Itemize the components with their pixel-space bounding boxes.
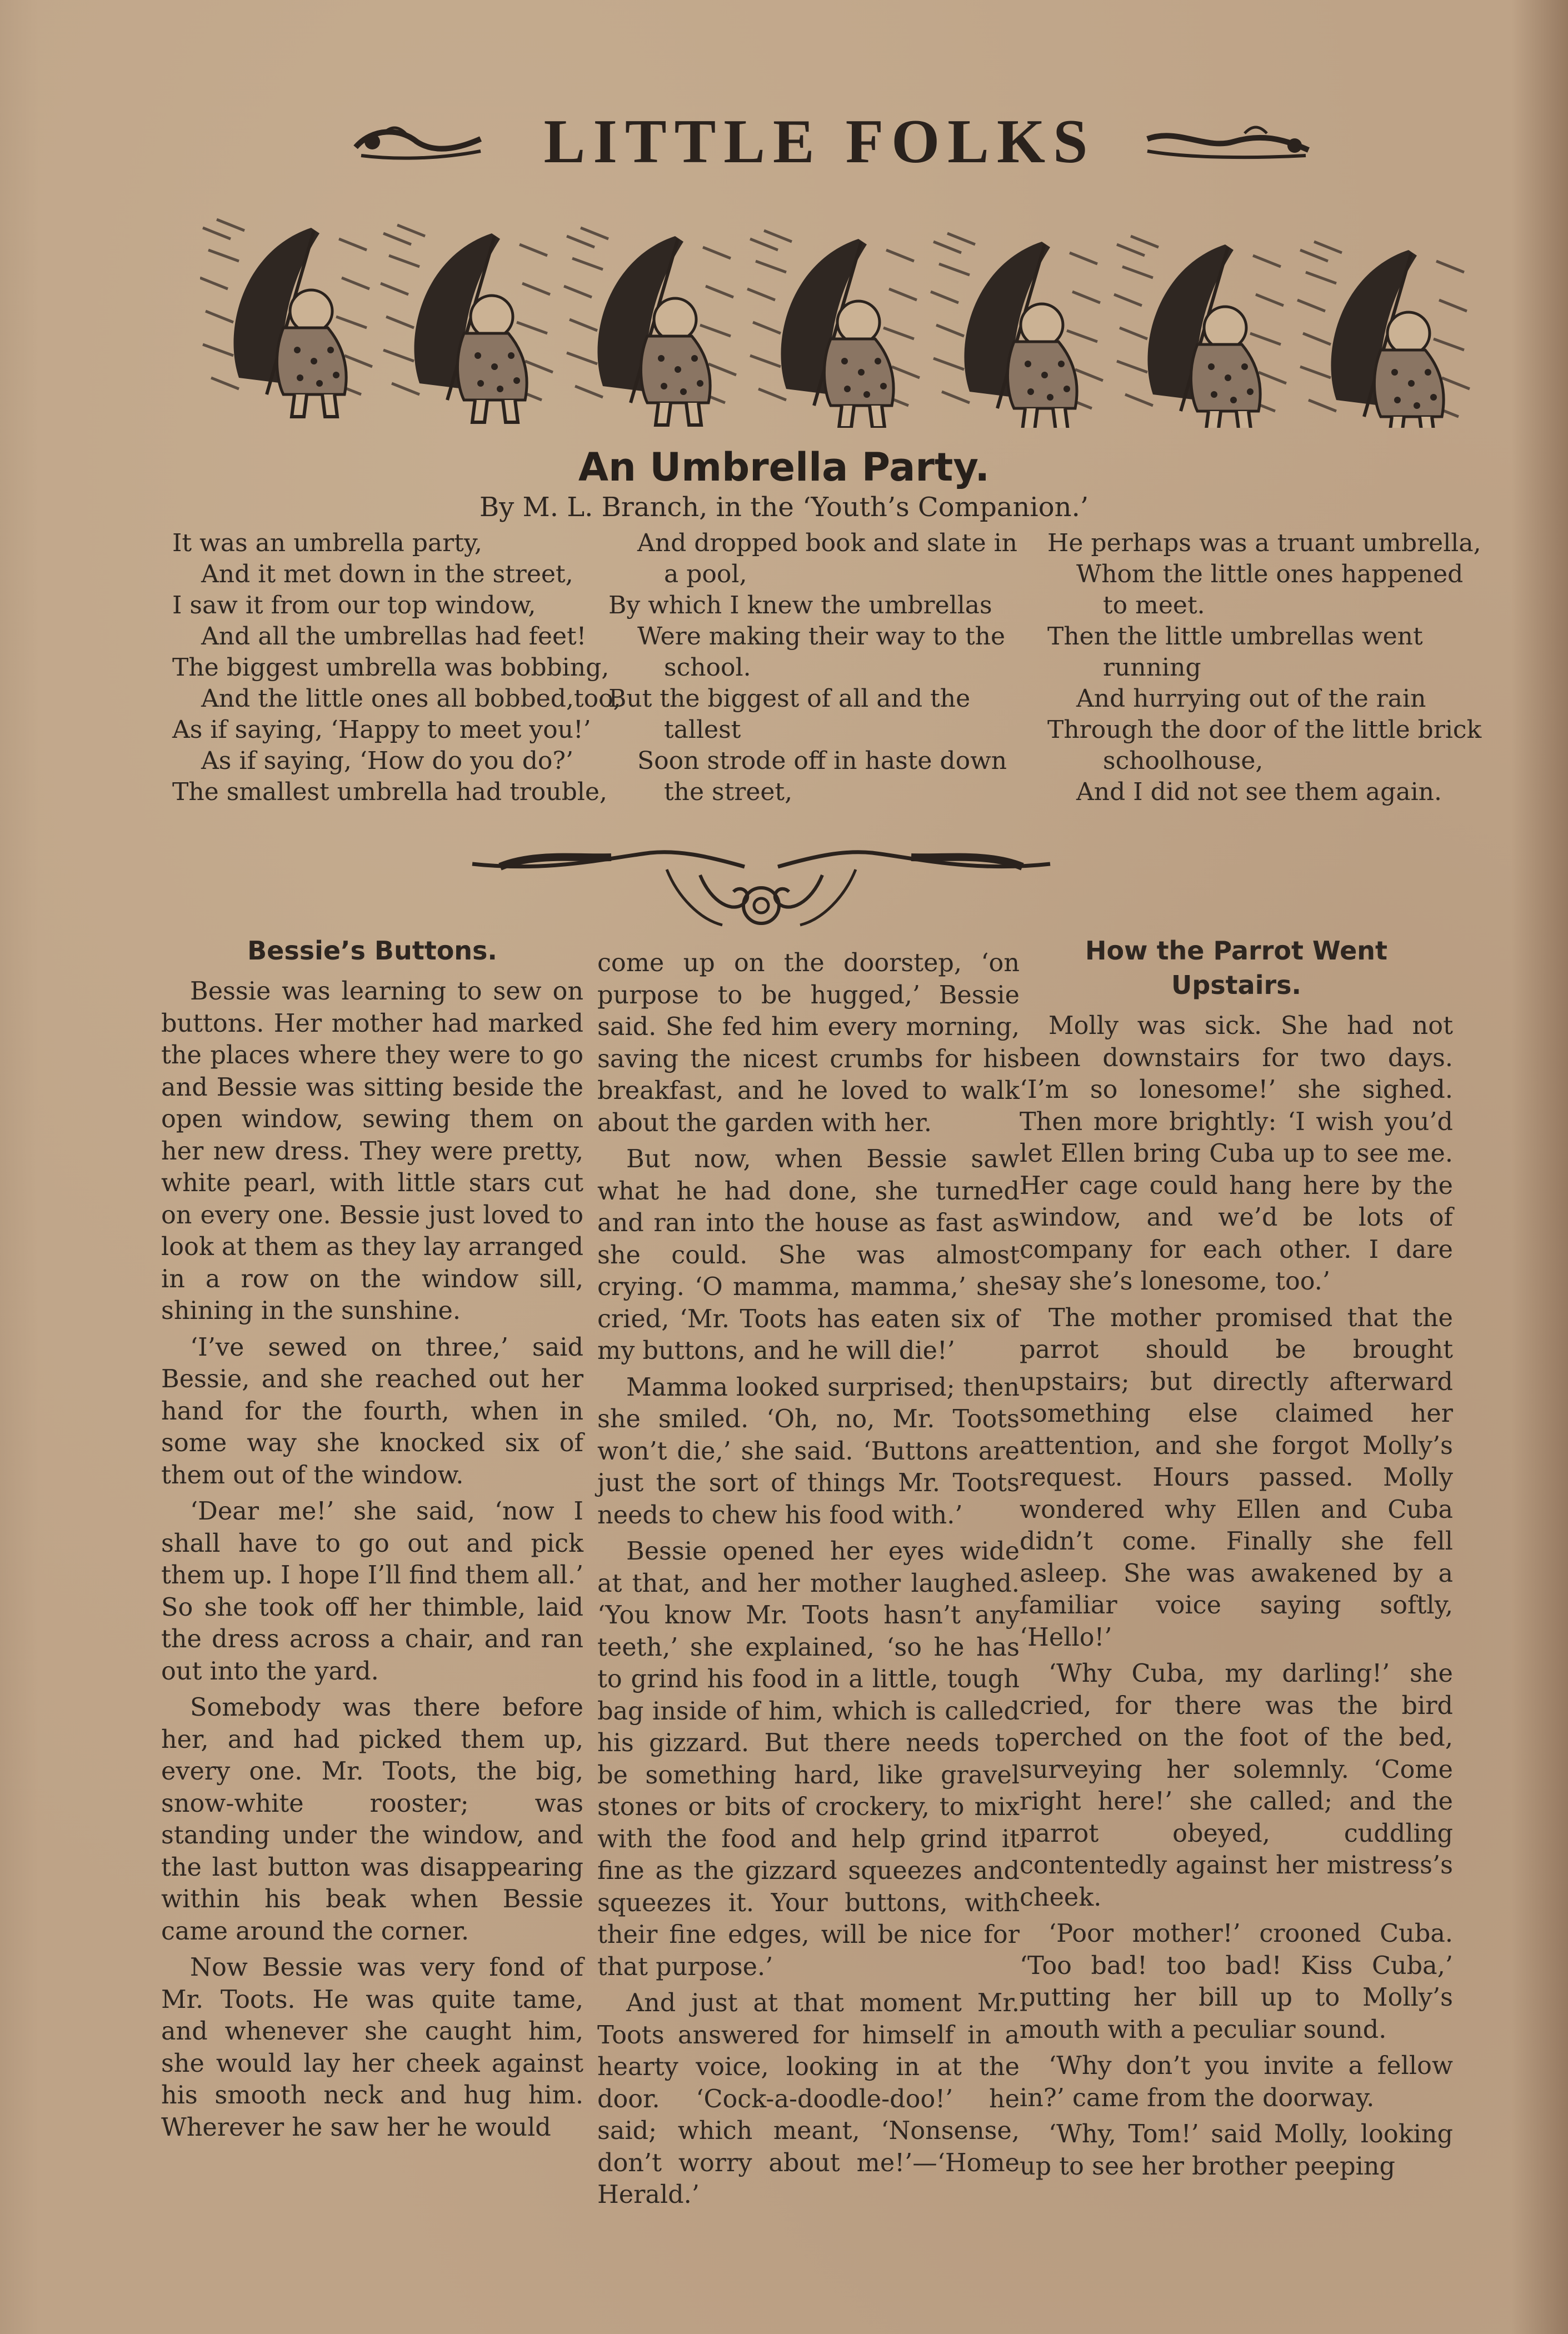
poem-line: The biggest umbrella was bobbing, (172, 653, 610, 682)
poem-line: And dropped book and slate in (637, 529, 1017, 557)
story-paragraph: Now Bessie was very fond of Mr. Toots. He was quite tame, and whenever she caught him, she would lay her cheek against his smooth neck and hug him. Wherever he saw her he would (161, 1953, 583, 2142)
story-paragraph: Bessie was learning to sew on buttons. Her mother had marked the places where they were to go and Bessie was sitting beside the open window, sewing them on her new dress. They were pretty, white pearl, with little stars cut on every one. Bessie just loved to look at them as they lay arranged in a row on the window sill, shining in the sunshine. (161, 977, 583, 1325)
umbrella-children-illustration (200, 217, 1478, 428)
poem-line: Whom the little ones happened (1076, 560, 1464, 588)
story-paragraph: And just at that moment Mr. Toots answered for himself in a hearty voice, looking in at the door. ‘Cock-a-doodle-doo!’ he said; which meant, ‘Nonsense, don’t worry about me!’—‘Home Herald.’ (597, 1989, 1020, 2209)
poem-byline: By M. L. Branch, in the ‘Youth’s Companion.’ (479, 492, 1089, 523)
poem-line: But the biggest of all and the (608, 684, 971, 713)
poem-line: By which I knew the umbrellas (608, 591, 992, 619)
story-title: Bessie’s Buttons. (247, 936, 497, 966)
story-paragraph: ‘Poor mother!’ crooned Cuba. ‘Too bad! too bad! Kiss Cuba,’ putting her bill up to Molly’s mouth with a peculiar sound. (1020, 1920, 1453, 2044)
poem-title: An Umbrella Party. (578, 444, 990, 490)
poem-line: Through the door of the little brick (1047, 716, 1482, 744)
poem-column-1 (172, 528, 621, 808)
poem-line: As if saying, ‘How do you do?’ (201, 747, 573, 775)
poem-line: And the little ones all bobbed,too, (201, 684, 621, 713)
masthead (350, 106, 1311, 178)
story-paragraph: ‘Dear me!’ she said, ‘now I shall have to go out and pick them up. I hope I’ll find them all.’ So she took off her thimble, laid the dress across a chair, and ran out into the yard. (161, 1497, 583, 1686)
masthead-title: LITTLE FOLKS (543, 107, 1096, 176)
story-paragraph: Bessie opened her eyes wide at that, and her mother laughed. ‘You know Mr. Toots hasn’t any teeth,’ she explained, ‘so he has to grind his food in a little, tough bag inside of him, which is called his gizzard. But there needs to be something hard, like gravel stones or bits of crockery, to mix with the food and help grind it fine as the gizzard squeezes and squeezes it. Your buttons, with their fine edges, will be nice for that purpose.’ (597, 1537, 1020, 1981)
story-paragraph: Molly was sick. She had not been downstairs for two days. ‘I’m so lonesome!’ she sighed. Then more brightly: ‘I wish you’d let Ellen bring Cuba up to see me. Her cage could hang here by the window, and we’d be lots of company for each other. I dare say she’s lonesome, too.’ (1020, 1012, 1453, 1296)
poem-line: And it met down in the street, (201, 560, 573, 588)
right-scroll-flourish (1145, 117, 1311, 167)
poem-line: It was an umbrella party, (172, 529, 482, 557)
poem-line: He perhaps was a truant umbrella, (1047, 529, 1481, 557)
story-paragraph: ‘Why don’t you invite a fellow in?’ came from the doorway. (1020, 2052, 1453, 2112)
poem-line: running (1103, 653, 1201, 682)
poem-line: And I did not see them again. (1076, 778, 1442, 806)
poem-line: And all the umbrellas had feet! (201, 622, 587, 651)
story-paragraph: ‘I’ve sewed on three,’ said Bessie, and she reached out her hand for the fourth, when in some way she knocked six of them out of the window. (161, 1333, 583, 1490)
story-paragraph: Mamma looked surprised; then she smiled. ‘Oh, no, Mr. Toots won’t die,’ she said. ‘Buttons are just the sort of things Mr. Toots needs to chew his food with.’ (597, 1373, 1020, 1530)
story-paragraph: ‘Why, Tom!’ said Molly, looking up to see her brother peeping (1020, 2120, 1453, 2181)
poem-line: I saw it from our top window, (172, 591, 536, 619)
story-parrot-upstairs (1020, 933, 1453, 2187)
poem-line: tallest (664, 716, 741, 744)
decorative-divider-ornament (467, 842, 1056, 936)
poem-line: The smallest umbrella had trouble, (172, 778, 607, 806)
poem-line: Then the little umbrellas went (1047, 622, 1423, 651)
story-paragraph: Somebody was there before her, and had picked them up, every one. Mr. Toots, the big, snow-white rooster; was standing under the window, and the last button was disappearing within his beak when Bessie came around the corner. (161, 1693, 583, 1946)
poem-column-2 (608, 528, 1017, 808)
poem-column-3 (1047, 528, 1481, 808)
story-title: How the Parrot Went Upstairs. (1085, 936, 1388, 1000)
poem-line: schoolhouse, (1103, 747, 1264, 775)
story-bessies-buttons-continued (597, 947, 1020, 2216)
poem-line: As if saying, ‘Happy to meet you!’ (172, 716, 591, 744)
poem-line: school. (664, 653, 751, 682)
story-bessies-buttons (161, 933, 583, 2148)
poem-line: to meet. (1103, 591, 1205, 619)
poem-line: Were making their way to the (637, 622, 1006, 651)
story-paragraph: But now, when Bessie saw what he had done, she turned and ran into the house as fast as she could. She was almost crying. ‘O mamma, mamma,’ she cried, ‘Mr. Toots has eaten six of my buttons, and he will die!’ (597, 1145, 1020, 1365)
story-paragraph: ‘Why Cuba, my darling!’ she cried, for there was the bird perched on the foot of the bed, surveying her solemnly. ‘Come right here!’ she called; and the parrot obeyed, cuddling contentedly against her mistress’s cheek. (1020, 1660, 1453, 1912)
poem-line: Soon strode off in haste down (637, 747, 1007, 775)
poem-line: a pool, (664, 560, 747, 588)
left-scroll-flourish (350, 117, 483, 167)
story-paragraph: The mother promised that the parrot should be brought upstairs; but directly afterward something else claimed her attention, and she forgot Molly’s request. Hours passed. Molly wondered why Ellen and Cuba didn’t come. Finally she fell asleep. She was awakened by a familiar voice saying softly, ‘Hello!’ (1020, 1303, 1453, 1652)
story-paragraph: come up on the doorstep, ‘on purpose to be hugged,’ Bessie said. She fed him every morning, saving the nicest crumbs for his breakfast, and he loved to walk about the garden with her. (597, 949, 1020, 1137)
poem-line: the street, (664, 778, 793, 806)
poem-line: And hurrying out of the rain (1076, 684, 1426, 713)
